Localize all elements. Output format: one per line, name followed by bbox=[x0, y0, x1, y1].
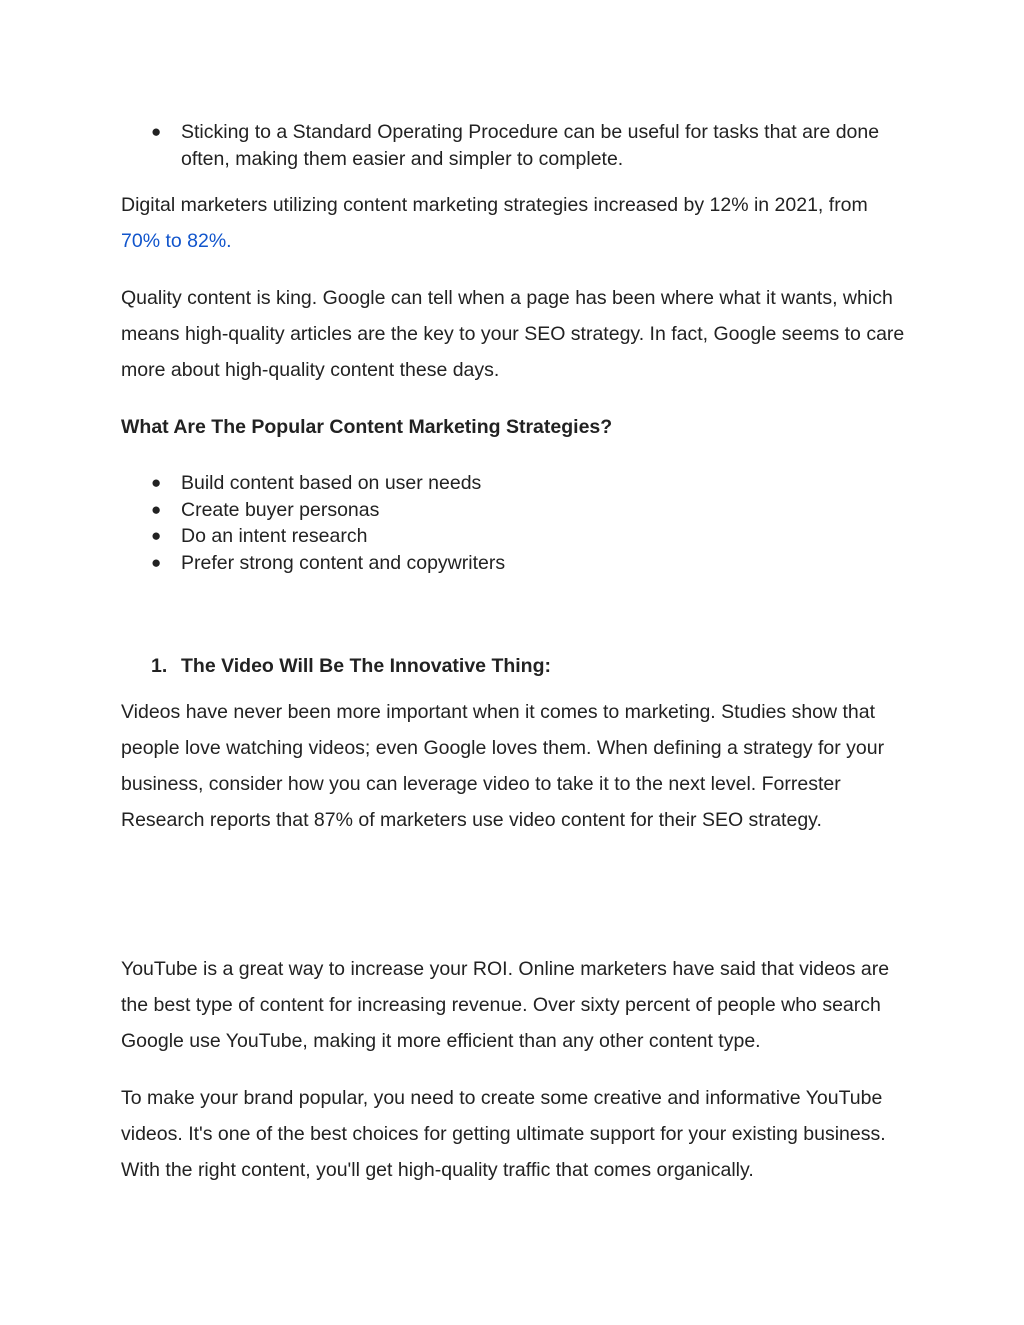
strategies-bullet-list bbox=[0, 470, 1024, 576]
stat-paragraph bbox=[121, 187, 921, 259]
list-item-text: Do an intent research bbox=[181, 525, 368, 547]
strategies-heading: What Are The Popular Content Marketing Strategies? bbox=[121, 416, 613, 438]
quality-paragraph: Quality content is king. Google can tell when a page has been where what it wants, which means high-quality articles are the key to your SEO strategy. In fact, Google seems to care more about high-quality content these days. bbox=[121, 287, 905, 381]
video-paragraph: Videos have never been more important when it comes to marketing. Studies show that people love watching videos; even Google loves them. When defining a strategy for your business, consider how you can leverage video to take it to the next level. Forrester Research reports that 87% of marketers use video content for their SEO strategy. bbox=[121, 701, 885, 831]
brand-paragraph: To make your brand popular, you need to create some creative and informative YouTube videos. It's one of the best choices for getting ultimate support for your existing business. With the right content, you'll get high-quality traffic that comes organically. bbox=[121, 1087, 886, 1181]
list-item-text: Create buyer personas bbox=[181, 498, 380, 521]
section-number: 1. bbox=[151, 655, 168, 677]
list-item bbox=[0, 523, 921, 550]
intro-bullet-list bbox=[0, 119, 1024, 172]
youtube-paragraph: YouTube is a great way to increase your ROI. Online marketers have said that videos are the best type of content for increasing revenue. Over sixty percent of people who search Google use YouTube, making it more efficient than any other content type. bbox=[121, 958, 890, 1052]
list-item bbox=[0, 550, 921, 577]
bullet-icon: ● bbox=[151, 552, 162, 572]
stat-text: Digital marketers utilizing content marketing strategies increased by 12% in 2021, from bbox=[121, 194, 868, 216]
list-item-text: Prefer strong content and copywriters bbox=[181, 551, 506, 574]
list-item bbox=[0, 119, 921, 172]
section-title: The Video Will Be The Innovative Thing: bbox=[181, 655, 551, 677]
bullet-icon: ● bbox=[151, 473, 162, 492]
bullet-icon: ● bbox=[151, 122, 162, 141]
list-item-text: Sticking to a Standard Operating Procedure can be useful for tasks that are done often, making them easier and simpler to complete. bbox=[181, 121, 880, 170]
list-item bbox=[0, 497, 921, 524]
list-item-text: Build content based on user needs bbox=[181, 472, 482, 494]
bullet-icon: ● bbox=[151, 526, 162, 545]
section-heading-video bbox=[151, 653, 551, 679]
stat-link[interactable]: 70% to 82%. bbox=[121, 230, 232, 252]
bullet-icon: ● bbox=[151, 499, 162, 519]
list-item bbox=[0, 470, 921, 497]
